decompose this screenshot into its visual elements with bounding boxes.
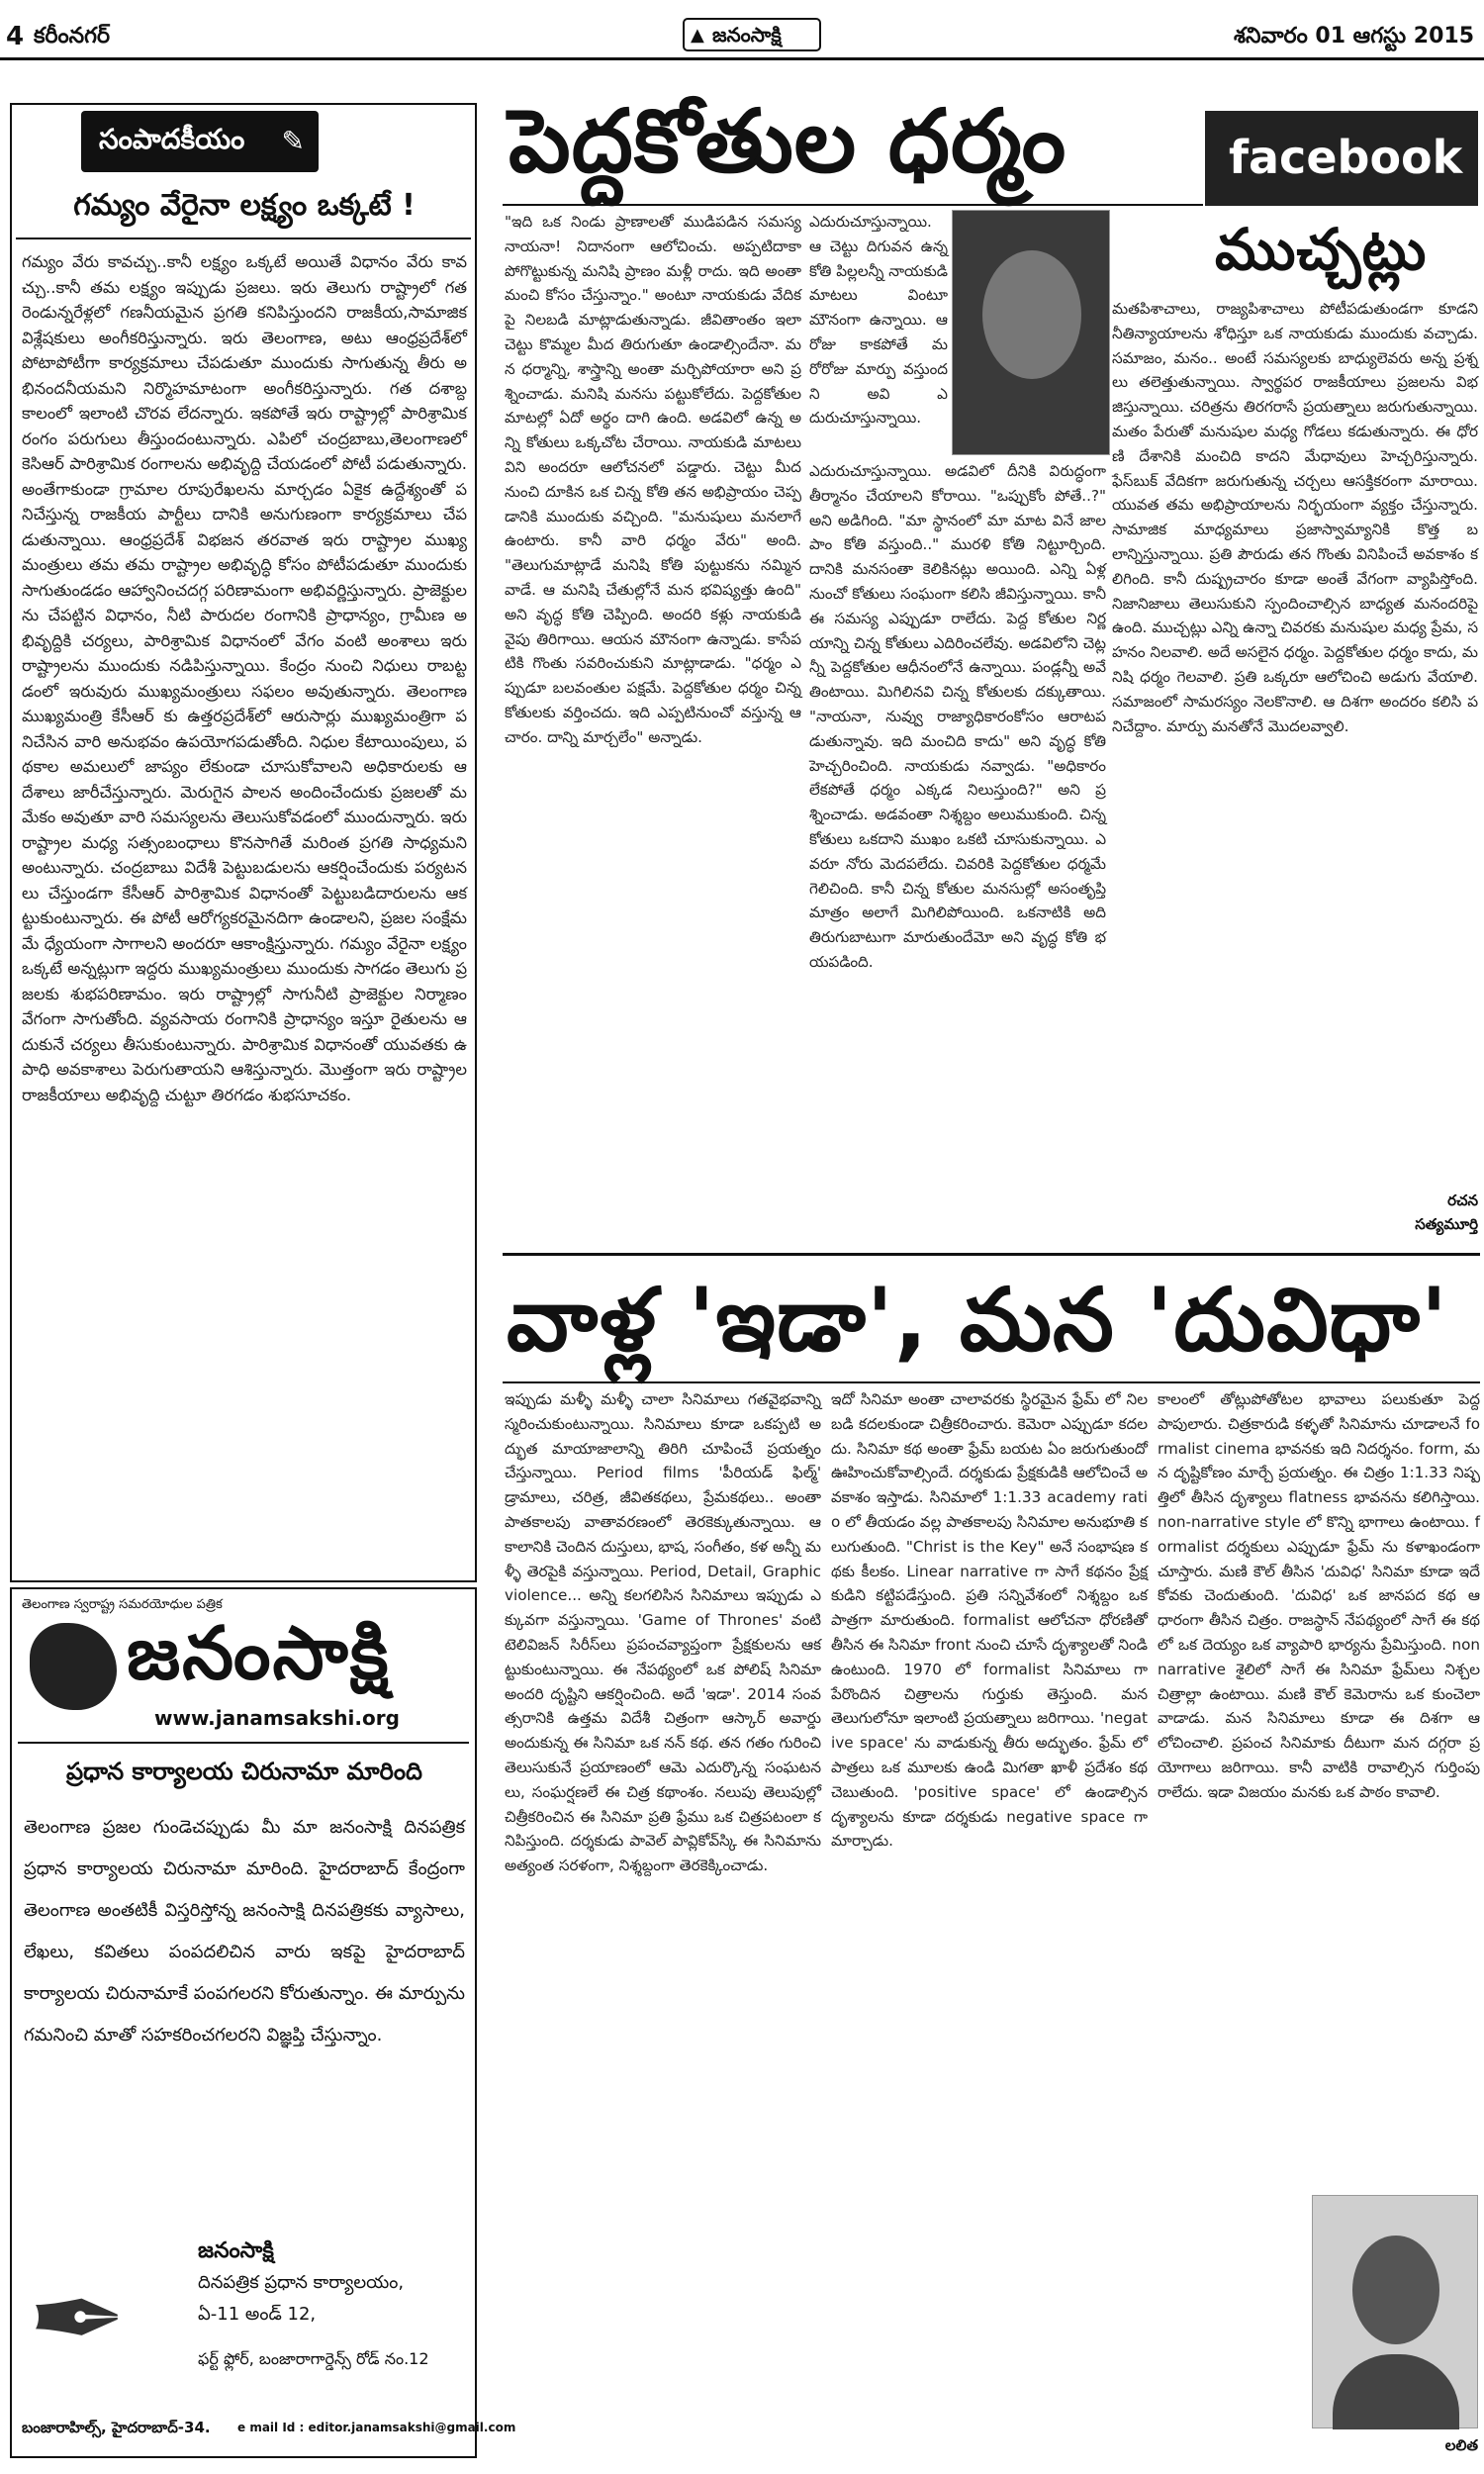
quill-pen-icon: ✒ (28, 2251, 128, 2389)
author-shoulders-icon (1333, 2354, 1459, 2429)
ad-address-line3: ఫర్ట్ ఫ్లోర్, బంజారాగార్డెన్స్ రోడ్ నం.12 (198, 2349, 429, 2368)
facebook-byline-label: రచన (1447, 1191, 1478, 1209)
page-number: 4 (6, 22, 25, 51)
article1-rule (503, 204, 1203, 206)
facebook-body: మతపిశాచాలు, రాజ్యపిశాచాలు పోటీపడుతుండగా కూడని నీతిన్యాయాలను శోధిస్తూ ఒక నాయకుడు ముందుకు వచ్చాడు. సమాజం, మనం.. అంటే సమస్యలకు బాధ్యులెవరు అన్న ప్రశ్నలు తలెత్తుతున్నాయి. స్వార్థపర రాజకీయాలు ప్రజలను విభజిస్తున్నాయి. చరిత్రను తిరగరాసే ప్రయత్నాలు జరుగుతున్నాయి. మతం పేరుతో మనుషుల మధ్య గోడలు కడుతున్నారు. ఈ ధోరణి దేశానికి మంచిది కాదని మేధావులు హెచ్చరిస్తున్నారు. ఫేస్‌బుక్ వేదికగా జరుగుతున్న చర్చలు ఆసక్తికరంగా మారాయి. యువత తమ అభిప్రాయాలను నిర్భయంగా వ్యక్తం చేస్తున్నారు. సామాజిక మాధ్యమాలు ప్రజాస్వామ్యానికి కొత్త బలాన్నిస్తున్నాయి. ప్రతి పౌరుడు తన గొంతు వినిపించే అవకాశం కలిగింది. కానీ దుష్ప్రచారం కూడా అంతే వేగంగా వ్యాపిస్తోంది. నిజానిజాలు తెలుసుకుని స్పందించాల్సిన బాధ్యత మనందరిపై ఉంది. ముచ్చట్లు ఎన్ని ఉన్నా చివరకు మనుషుల మధ్య ప్రేమ, సహనం నిలవాలి. అదే అసలైన ధర్మం. పెద్దకోతుల ధర్మం కాదు, మనిషి ధర్మం గెలవాలి. ప్రతి ఒక్కరూ ఆలోచించి అడుగు వేయాలి. సమాజంలో సామరస్యం నెలకొనాలి. ఆ దిశగా అందరం కలిసి పనిచేద్దాం. మార్పు మనతోనే మొదలవ్వాలి. (1112, 300, 1478, 735)
ad-website: www.janamsakshi.org (154, 1706, 400, 1730)
ad-address-line4: బంజారాహిల్స్, హైదరాబాద్-34. (22, 2419, 211, 2436)
article2-rule (503, 1381, 1480, 1383)
article1-col2: ఎదురుచూస్తున్నాయి. అడవిలో దీనికి విరుద్ధంగా తీర్మానం చేయాలని కోరాయి. "ఒప్పుకోం పోతే..?" అని అడిగింది. "మా స్థానంలో మా మాట వినే జాలపాం కోతి వస్తుంది.." మురళి కోతి నిట్టూర్చింది. దానికి మనసంతా కెలికినట్లు అయింది. ఎన్ని ఏళ్ల నుంచో కోతులు సంఘంగా కలిసి జీవిస్తున్నాయి. కానీ ఈ సమస్య ఎప్పుడూ రాలేదు. పెద్ద కోతుల నిర్ణయాన్ని చిన్న కోతులు ఎదిరించలేవు. అడవిలోని చెట్లన్నీ పెద్దకోతుల ఆధీనంలోనే ఉన్నాయి. పండ్లన్నీ అవే తింటాయి. మిగిలినవి చిన్న కోతులకు దక్కుతాయి. "నాయనా, నువ్వు రాజ్యాధికారంకోసం ఆరాటపడుతున్నావు. ఇది మంచిది కాదు" అని వృద్ధ కోతి హెచ్చరించింది. నాయకుడు నవ్వాడు. "అధికారం లేకపోతే ధర్మం ఎక్కడ నిలుస్తుంది?" అని ప్రశ్నించాడు. అడవంతా నిశ్శబ్దం అలుముకుంది. చిన్న కోతులు ఒకదాని ముఖం ఒకటి చూసుకున్నాయి. ఎవరూ నోరు మెదపలేదు. చివరికి పెద్దకోతుల ధర్మమే గెలిచింది. కానీ చిన్న కోతుల మనసుల్లో అసంతృప్తి మాత్రం అలాగే మిగిలిపోయింది. ఒకనాటికి అది తిరుగుబాటుగా మారుతుందేమో అని వృద్ధ కోతి భయపడింది. (809, 462, 1106, 971)
author-face-icon (1352, 2236, 1439, 2344)
ad-address-line1: దినపత్రిక ప్రధాన కార్యాలయం, (198, 2272, 405, 2293)
editorial-body: గమ్యం వేరు కావచ్చు..కానీ లక్ష్యం ఒక్కటే అయితే విధానం వేరు కావచ్చు..కానీ తమ లక్ష్యం ఇప్పుడు ప్రజలు. ఇరు తెలుగు రాష్ట్రాలో గత రెండున్నరేళ్లలో గణనీయమైన ప్రగతి కనిపిస్తుందని రాజకీయ,సామాజిక విశ్లేషకులు అంగీకరిస్తున్నారు. ఇరు తెలంగాణ, అటు ఆంధ్రప్రదేశ్‌లో పోటాపోటీగా కార్యక్రమాలు చేపడుతూ ముందుకు సాగుతున్న తీరు అభినందనీయమని నిర్మొహమాటంగా అంగీకరిస్తున్నారు. గత దశాబ్దకాలంలో ఇలాంటి చొరవ లేదన్నారు. ఇకపోతే ఇరు రాష్ట్రాల్లో పారిశ్రామిక రంగం పరుగులు తీస్తుందంటున్నారు. ఎపిలో చంద్రబాబు,తెలంగాణలో కెసిఆర్ పారిశ్రామిక రంగాలను అభివృద్ది చేయడంలో పోటీ పడుతున్నారు. అంతేగాకుండా గ్రామాల రూపురేఖలను మార్చడం ఏకైక ఉద్దేశ్యంతో పనిచేస్తున్న రాజకీయ పార్టీలు దానికి అనుగుణంగా కార్యక్రమాలు చేపడుతున్నాయి. ఆంధ్రప్రదేశ్ విభజన తరవాత ఇరు రాష్ట్రాల ముఖ్యమంత్రులు తమ తమ రాష్ట్రాల అభివృద్ధి కోసం పోటీపడుతూ ముందుకు సాగుతుండడం ఆహ్వానించదగ్గ పరిణామంగా అభివర్ణిస్తున్నారు. ప్రాజెక్టులను చేపట్టిన విధానం, నీటి పారుదల రంగానికి ప్రాధాన్యం, గ్రామీణ అభివృద్దికి చర్యలు, పారిశ్రామిక విధానంలో వేగం వంటి అంశాలు ఇరు రాష్ట్రాలను ముందుకు నడిపిస్తున్నాయి. కేంద్రం నుంచి నిధులు రాబట్టడంలో ఇరువురు ముఖ్యమంత్రులు సఫలం అవుతున్నారు. తెలంగాణ ముఖ్యమంత్రి కేసీఆర్ కు ఉత్తరప్రదేశ్‌లో ఆరుసార్లు ముఖ్యమంత్రిగా పనిచేసిన వారి అనుభవం ఉపయోగపడుతోంది. నిధుల కేటాయింపులు, పథకాల అమలులో జాప్యం లేకుండా చూసుకోవాలని అధికారులకు ఆదేశాలు జారీచేస్తున్నారు. మెరుగైన పాలన అందించేందుకు ప్రజలతో మమేకం అవుతూ వారి సమస్యలను తెలుసుకోవడంలో ముందున్నారు. ఇరు రాష్ట్రాల మధ్య సత్సంబంధాలు కొనసాగితే మరింత ప్రగతి సాధ్యమని అంటున్నారు. చంద్రబాబు విదేశీ పెట్టుబడులను ఆకర్షించేందుకు పర్యటనలు చేస్తుండగా కేసీఆర్ పారిశ్రామిక విధానంతో పెట్టుబడిదారులను ఆకట్టుకుంటున్నారు. ఈ పోటీ ఆరోగ్యకరమైనదిగా ఉండాలని, ప్రజల సంక్షేమమే ధ్యేయంగా సాగాలని అందరూ ఆకాంక్షిస్తున్నారు. గమ్యం వేరైనా లక్ష్యం ఒక్కటే అన్నట్లుగా ఇద్దరు ముఖ్యమంత్రులు ముందుకు సాగడం తెలుగు ప్రజలకు శుభపరిణామం. ఇరు రాష్ట్రాల్లో సాగునీటి ప్రాజెక్టుల నిర్మాణం వేగంగా సాగుతోంది. వ్యవసాయ రంగానికి ప్రాధాన్యం ఇస్తూ రైతులను ఆదుకునే చర్యలు తీసుకుంటున్నారు. పారిశ్రామిక విధానంతో యువతకు ఉపాధి అవకాశాలు పెరుగుతాయని ఆశిస్తున్నారు. మొత్తంగా ఇరు రాష్ట్రాల రాజకీయాలు అభివృద్ది చుట్టూ తిరగడం శుభసూచకం. (22, 252, 467, 1104)
header-rule (0, 57, 1484, 60)
masthead-logo-icon: ▲ (691, 25, 704, 46)
ad-email: e mail Id : editor.janamsakshi@gmail.com (237, 2421, 516, 2434)
ad-subhead: ప్రధాన కార్యాలయ చిరునామా మారింది (65, 1758, 422, 1785)
article-divider (503, 1253, 1480, 1256)
pen-icon: ✎ (281, 125, 305, 157)
section-name: కరీంనగర్ (34, 24, 111, 48)
article2-col2: ఇదో సినిమా అంతా చాలావరకు స్థిరమైన ఫ్రేమ్ లో నిలబడి కదలకుండా చిత్రీకరించారు. కెమెరా ఎప్పుడూ కదలదు. సినిమా కథ అంతా ఫ్రేమ్ బయట ఏం జరుగుతుందో ఊహించుకోవాల్సిందే. దర్శకుడు ప్రేక్షకుడికి ఆలోచించే అవకాశం ఇస్తాడు. సినిమాలో 1:1.33 academy ratio లో తీయడం వల్ల పాతకాలపు సినిమాల అనుభూతి కలుగుతుంది. "Christ is the Key" అనే సంభాషణ కథకు కీలకం. Linear narrative గా సాగే కథనం ప్రేక్షకుడిని కట్టిపడేస్తుంది. ప్రతి సన్నివేశంలో నిశ్శబ్దం ఒక పాత్రగా మారుతుంది. formalist ఆలోచనా ధోరణితో తీసిన ఈ సినిమా front నుంచి చూసే దృశ్యాలతో నిండి ఉంటుంది. 1970 లో formalist సినిమాలు గా పేరొందిన చిత్రాలను గుర్తుకు తెస్తుంది. మన తెలుగులోనూ ఇలాంటి ప్రయత్నాలు జరిగాయి. 'negative space' ను వాడుకున్న తీరు అద్భుతం. ఫ్రేమ్ లో పాత్రలు ఒక మూలకు ఉండి మిగతా ఖాళీ ప్రదేశం కథ చెబుతుంది. 'positive space' లో ఉండాల్సిన దృశ్యాలను కూడా దర్శకుడు negative space గా మార్చాడు. (831, 1390, 1148, 1851)
masthead (683, 18, 821, 51)
facebook-title: ముచ్చట్లు (1215, 216, 1428, 283)
facebook-banner (1205, 111, 1478, 206)
ad-address-line2: ఏ-11 అండ్ 12, (198, 2304, 317, 2325)
ad-tagline: తెలంగాణ స్వరాష్ట్ర సమరయోధుల పత్రిక (22, 1597, 223, 1612)
monkey-face-icon (982, 250, 1081, 379)
editorial-headline: గమ్యం వేరైనా లక్ష్యం ఒక్కటే ! (73, 188, 416, 223)
article2-byline: లలిత (1444, 2436, 1478, 2454)
article2-col3: కాలంలో తోట్లుపోతోటల భావాలు పలుకుతూ పెద్ద పాపులారు. చిత్రకారుడి కళ్ళతో సినిమాను చూడాలనే formalist cinema భావనకు ఇది నిదర్శనం. form, మన దృష్టికోణం మార్చే ప్రయత్నం. ఈ చిత్రం 1:1.33 నిష్పత్తిలో తీసిన దృశ్యాలు flatness భావనను కలిగిస్తాయి. non-narrative style లో కొన్ని భాగాలు ఉంటాయి. formalist దర్శకులు ఎప్పుడూ ఫ్రేమ్ ను కళాఖండంగా చూస్తారు. మణి కౌల్ తీసిన 'దువిధ' సినిమా కూడా ఇదే కోవకు చెందుతుంది. 'దువిధ' ఒక జానపద కథ ఆధారంగా తీసిన చిత్రం. రాజస్థాన్ నేపథ్యంలో సాగే ఈ కథలో ఒక దెయ్యం ఒక వ్యాపారి భార్యను ప్రేమిస్తుంది. non narrative శైలిలో సాగే ఈ సినిమా ఫ్రేమ్‌లు నిశ్చల చిత్రాల్లా ఉంటాయి. మణి కౌల్ కెమెరాను ఒక కుంచెలా వాడాడు. మన సినిమాలు కూడా ఈ దిశగా ఆలోచించాలి. ప్రపంచ సినిమాకు దీటుగా మన దగ్గరా ప్రయోగాలు జరిగాయి. కానీ వాటికి రావాల్సిన గుర్తింపు రాలేదు. ఇడా విజయం మనకు ఒక పాఠం కావాలి. (1158, 1390, 1480, 1801)
editorial-label: సంపాదకీయం (99, 123, 245, 155)
ad-rule (18, 1742, 469, 1744)
article1-caption-col: ఎదురుచూస్తున్నాయి. ఆ చెట్టు దిగువన ఉన్న కోతి పిల్లలన్నీ నాయకుడి మాటలు వింటూ మౌనంగా ఉన్నాయి. ఆ రోజు కాకపోతే మరోరోజు మార్పు వస్తుందని అవి ఎదురుచూస్తున్నాయి. (809, 213, 948, 428)
facebook-byline-name: సత్యమూర్తి (1415, 1215, 1478, 1233)
masthead-title: జనంసాక్షి (712, 23, 782, 47)
editorial-rule (16, 238, 471, 239)
ad-body: తెలంగాణ ప్రజల గుండెచప్పుడు మీ మా జనంసాక్షి దినపత్రిక ప్రధాన కార్యాలయ చిరునామా మారింది. హైదరాబాద్ కేంద్రంగా తెలంగాణ అంతటికీ విస్తరిస్తోన్న జనంసాక్షి దినపత్రికకు వ్యాసాలు, లేఖలు, కవితలు పంపదలిచిన వారు ఇకపై హైదరాబాద్ కార్యాలయ చిరునామాకే పంపగలరని కోరుతున్నాం. ఈ మార్పును గమనించి మాతో సహకరించగలరని విజ్ఞప్తి చేస్తున్నాం. (24, 1817, 465, 2046)
ad-address-name: జనంసాక్షి (198, 2238, 274, 2263)
article1-col1: "ఇది ఒక నిండు ప్రాణాలతో ముడిపడిన సమస్య నాయనా! నిదానంగా ఆలోచించు. అప్పటిదాకా పోగొట్టుకున్న మనిషి ప్రాణం మళ్లీ రాదు. ఇది అంతా మంచి కోసం చేస్తున్నాం." అంటూ నాయకుడు వేదికపై నిలబడి మాట్లాడుతున్నాడు. జీవితాంతం ఇలా చెట్టు కొమ్మల మీద తిరుగుతూ ఉండాల్సిందేనా. మన ధర్మాన్ని, శాస్త్రాన్ని అంతా మర్చిపోయారా అని ప్రశ్నించాడు. మనిషి మనసు పట్టుకోలేదు. పెద్దకోతుల మాటల్లో ఏదో అర్థం దాగి ఉంది. అడవిలో ఉన్న అన్ని కోతులు ఒక్కచోట చేరాయి. నాయకుడి మాటలు విని అందరూ ఆలోచనలో పడ్డారు. చెట్టు మీద నుంచి దూకిన ఒక చిన్న కోతి తన అభిప్రాయం చెప్పడానికి ముందుకు వచ్చింది. "మనుషులు మనలాగే ఉంటారు. కానీ వారి ధర్మం వేరు" అంది. "తెలుగుమాట్లాడే మనిషి కోతి పుట్టుకను నమ్మిన వాడే. ఆ మనిషి చేతుల్లోనే మన భవిష్యత్తు ఉంది" అని వృద్ధ కోతి చెప్పింది. అందరి కళ్లు నాయకుడి వైపు తిరిగాయి. ఆయన మౌనంగా ఉన్నాడు. కాసేపటికి గొంతు సవరించుకుని మాట్లాడాడు. "ధర్మం ఎప్పుడూ బలవంతుల పక్షమే. పెద్దకోతుల ధర్మం చిన్న కోతులకు వర్తించదు. ఇది ఎప్పటినుంచో వస్తున్న ఆచారం. దాన్ని మార్చలేం" అన్నాడు. (505, 213, 801, 746)
ad-title: జనంసాక్షి (127, 1611, 391, 1696)
article2-col1: ఇప్పుడు మళ్ళీ మళ్ళీ చాలా సినిమాలు గతవైభవాన్ని స్మరించుకుంటున్నాయి. సినిమాలు కూడా ఒకప్పటి అద్భుత మాయాజాలాన్ని తిరిగి చూపించే ప్రయత్నం చేస్తున్నాయి. Period films 'పీరియడ్ ఫిల్మ్' డ్రామాలు, చరిత్ర, జీవితకథలు, ప్రేమకథలు.. అంతా పాతకాలపు వాతావరణంలో తెరకెక్కుతున్నాయి. ఆ కాలానికి చెందిన దుస్తులు, భాష, సంగీతం, కళ అన్నీ మళ్ళీ తెరపైకి వస్తున్నాయి. Period, Detail, Graphic violence... అన్ని కలగలిసిన సినిమాలు ఇప్పుడు ఎక్కువగా వస్తున్నాయి. 'Game of Thrones' వంటి టెలివిజన్ సిరీస్‌లు ప్రపంచవ్యాప్తంగా ప్రేక్షకులను ఆకట్టుకుంటున్నాయి. ఈ నేపథ్యంలో ఒక పోలిష్ సినిమా అందరి దృష్టిని ఆకర్షించింది. అదే 'ఇడా'. 2014 సంవత్సరానికి ఉత్తమ విదేశీ చిత్రంగా ఆస్కార్ అవార్డు అందుకున్న ఈ సినిమా ఒక నన్ కథ. తన గతం గురించి తెలుసుకునే ప్రయాణంలో ఆమె ఎదుర్కొన్న సంఘటనలు, సంఘర్షణలే ఈ చిత్ర కథాంశం. నలుపు తెలుపుల్లో చిత్రీకరించిన ఈ సినిమా ప్రతి ఫ్రేము ఒక చిత్రపటంలా కనిపిస్తుంది. దర్శకుడు పావెల్ పావ్లికోవ్‌స్కి ఈ సినిమాను అత్యంత సరళంగా, నిశ్శబ్దంగా తెరకెక్కించాడు. (505, 1390, 821, 1875)
page-date: శనివారం 01 ఆగస్టు 2015 (1233, 24, 1474, 48)
editorial-label-box (81, 111, 319, 172)
article1-headline: పెద్దకోతుల ధర్మం (509, 90, 1067, 192)
monkey-image (952, 210, 1110, 455)
facebook-logo: facebook (1229, 131, 1463, 184)
article2-headline: వాళ్ల 'ఇడా', మన 'దువిధా' (507, 1269, 1448, 1371)
author-photo (1312, 2195, 1478, 2428)
